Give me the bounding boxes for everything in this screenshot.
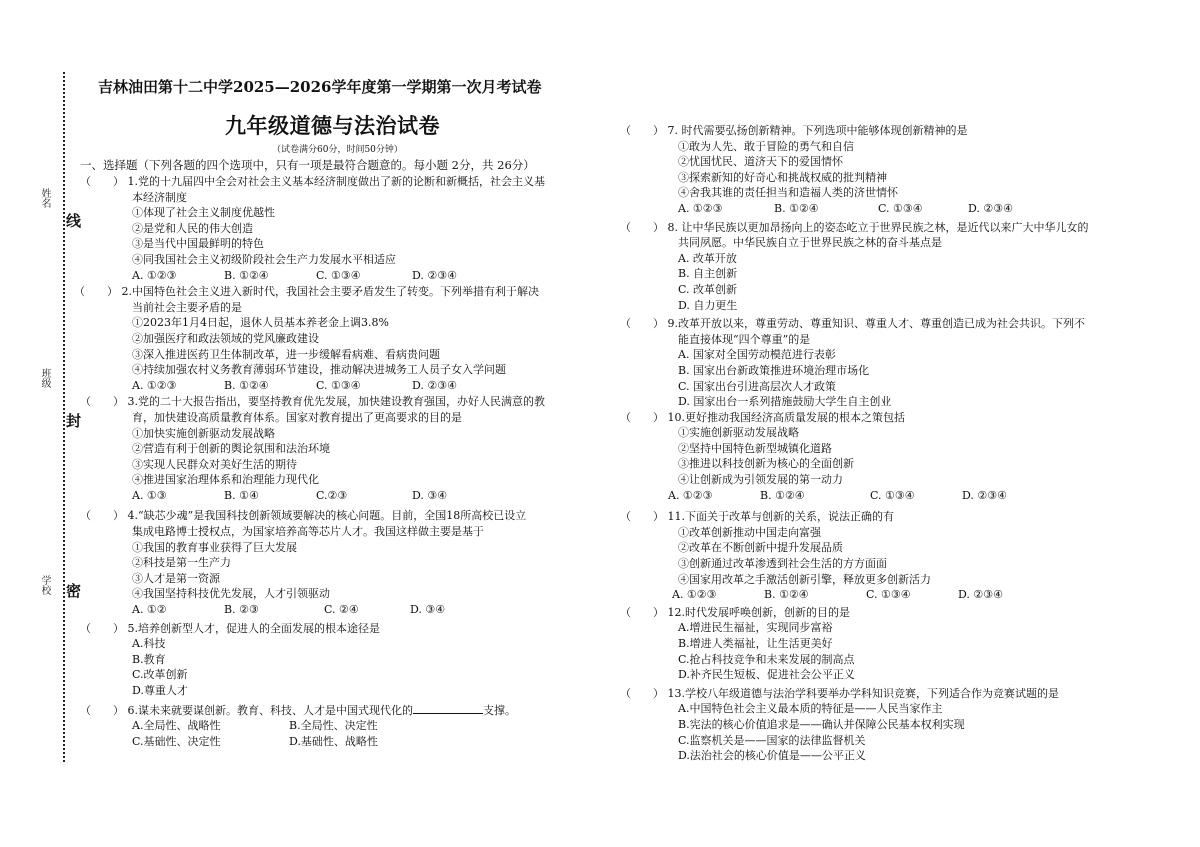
question-text: 6.谋未来就要谋创新。教育、科技、人才是中国式现代化的: [127, 703, 413, 717]
question-13: [620, 686, 1140, 764]
question-text: 12.时代发展呼唤创新，创新的目的是: [667, 605, 850, 619]
statement-item: ③人才是第一资源: [132, 571, 220, 585]
option-d[interactable]: D. 自力更生: [678, 298, 738, 312]
option-b[interactable]: B.全局性、决定性: [289, 719, 378, 733]
option-d[interactable]: D. ②③④: [412, 268, 458, 282]
question-text: 共同夙愿。中华民族自立于世界民族之林的奋斗基点是: [678, 236, 942, 250]
question-1: [80, 174, 600, 283]
seal-mark-secret: 密: [66, 582, 82, 600]
option-b[interactable]: B. ①②④: [764, 588, 809, 602]
option-a[interactable]: A. ①②③: [132, 378, 177, 392]
answer-options: [80, 378, 600, 394]
question-text: 9.改革开放以来，尊重劳动、尊重知识、尊重人才、尊重创造已成为社会共识。下列不: [667, 317, 1085, 331]
option-c[interactable]: C.抢占科技竞争和未来发展的制高点: [678, 652, 855, 666]
fill-blank[interactable]: [413, 703, 483, 714]
option-a[interactable]: A.科技: [132, 637, 166, 651]
answer-bracket: （ ）: [620, 124, 664, 137]
option-b[interactable]: B. 自主创新: [678, 267, 738, 281]
statement-item: ②科技是第一生产力: [132, 556, 231, 570]
option-b[interactable]: B. ①②④: [774, 201, 819, 215]
answer-bracket: （ ）: [620, 220, 664, 234]
statement-item: ①我国的教育事业获得了巨大发展: [132, 540, 297, 554]
option-c[interactable]: C. ①③④: [316, 378, 361, 392]
answer-bracket: （ ）: [80, 175, 124, 188]
option-c[interactable]: C.基础性、决定性: [132, 734, 221, 748]
option-a[interactable]: A. ①②③: [668, 488, 713, 502]
option-d[interactable]: D. ②③④: [412, 378, 458, 392]
question-text: 8. 让中华民族以更加昂扬向上的姿态屹立于世界民族之林，是近代以来广大中华儿女的: [667, 220, 1089, 234]
statement-item: ①改革创新推动中国走向富强: [678, 525, 821, 539]
answer-options: [80, 718, 600, 734]
option-c[interactable]: C. ①③④: [870, 488, 915, 502]
option-d[interactable]: D.基础性、战略性: [289, 734, 378, 748]
school-title: 吉林油田第十二中学2025—2026学年度第一学期第一次月考试卷: [98, 78, 542, 96]
statement-item: ③深入推进医药卫生体制改革，进一步缓解看病难、看病贵问题: [132, 347, 440, 361]
question-text: 4.“缺芯少魂”是我国科技创新领域要解决的核心问题。目前，全国18所高校已设立: [127, 509, 527, 523]
option-b[interactable]: B. ①②④: [760, 488, 805, 502]
option-c[interactable]: C. ②④: [324, 603, 359, 617]
right-column: [620, 123, 1140, 764]
option-c[interactable]: C.改革创新: [132, 668, 188, 682]
option-a[interactable]: A.中国特色社会主义最本质的特征是——人民当家作主: [678, 702, 943, 716]
option-a[interactable]: A. ①③: [132, 488, 167, 502]
question-text: 1.党的十九届四中全会对社会主义基本经济制度做出了新的论断和新概括，社会主义基: [127, 175, 545, 188]
question-text: 13.学校八年级道德与法治学科要举办学科知识竞赛，下列适合作为竞赛试题的是: [667, 686, 1059, 700]
name-label: 姓名: [39, 188, 50, 208]
statement-item: ④同我国社会主义初级阶段社会生产力发展水平相适应: [132, 252, 396, 266]
question-12: [620, 605, 1140, 683]
option-c[interactable]: C. ①③④: [866, 588, 911, 602]
question-3: [80, 394, 600, 503]
question-text: 11.下面关于改革与创新的关系，说法正确的有: [667, 510, 894, 524]
statement-item: ④持续加强农村义务教育薄弱环节建设，推动解决进城务工人员子女入学问题: [132, 363, 506, 377]
answer-bracket: （ ）: [80, 395, 124, 409]
option-c[interactable]: C. ①③④: [878, 201, 923, 215]
option-d[interactable]: D. ③④: [410, 603, 446, 617]
question-text: 支撑。: [483, 703, 516, 717]
question-11: [620, 509, 1140, 603]
option-c[interactable]: C.监察机关是——国家的法律监督机关: [678, 733, 866, 747]
section-heading: 一、选择题（下列各题的四个选项中，只有一项是最符合题意的。每小题 2分，共 26分）: [80, 158, 535, 172]
option-a[interactable]: A.全局性、战略性: [132, 719, 221, 733]
statement-item: ①加快实施创新驱动发展战略: [132, 426, 275, 440]
question-text: 本经济制度: [132, 190, 187, 204]
option-b[interactable]: B. ①②④: [224, 268, 269, 282]
question-text: 集成电路博士授权点，为国家培养高等芯片人才。我国这样做主要是基于: [132, 525, 484, 539]
option-b[interactable]: B. ①②④: [224, 378, 269, 392]
option-d[interactable]: D.补齐民生短板、促进社会公平正义: [678, 668, 855, 682]
question-7: [620, 123, 1140, 217]
option-d[interactable]: D. ②③④: [962, 488, 1008, 502]
statement-item: ④我国坚持科技优先发展，人才引领驱动: [132, 587, 330, 601]
option-a[interactable]: A. 国家对全国劳动模范进行表彰: [678, 348, 836, 362]
answer-options: [620, 201, 1140, 217]
question-text: 育，加快建设高质量教育体系。国家对教育提出了更高要求的目的是: [132, 410, 462, 424]
statement-item: ②坚持中国特色新型城镇化道路: [678, 441, 832, 455]
statement-item: ③创新通过改革渗透到社会生活的方方面面: [678, 557, 887, 571]
statement-item: ②忧国忧民、道济天下的爱国情怀: [678, 155, 843, 169]
statement-item: ①2023年1月4日起，退休人员基本养老金上调3.8%: [132, 316, 389, 330]
option-a[interactable]: A. 改革开放: [678, 251, 737, 265]
statement-item: ②营造有利于创新的舆论氛围和法治环境: [132, 442, 330, 456]
option-a[interactable]: A. ①②③: [678, 201, 723, 215]
question-text: 7. 时代需要弘扬创新精神。下列选项中能够体现创新精神的是: [667, 124, 968, 137]
school-label: 学校: [39, 575, 50, 595]
answer-bracket: （ ）: [80, 509, 124, 523]
answer-bracket: （ ）: [80, 703, 124, 717]
answer-bracket: （ ）: [620, 605, 664, 619]
question-text: 10.更好推动我国经济高质量发展的根本之策包括: [667, 410, 905, 424]
question-4: [80, 508, 600, 617]
question-5: [80, 621, 600, 699]
answer-options: [620, 587, 1140, 603]
seal-mark-seal: 封: [66, 412, 82, 430]
answer-options: [620, 488, 1140, 504]
answer-options: [80, 268, 600, 284]
option-b[interactable]: B.增进人类福祉，让生活更美好: [678, 637, 833, 650]
option-a[interactable]: A. ①②③: [132, 268, 177, 282]
question-text: 3.党的二十大报告指出，要坚持教育优先发展，加快建设教育强国，办好人民满意的教: [127, 395, 545, 409]
statement-item: ②加强医疗和政法领域的党风廉政建设: [132, 331, 319, 345]
question-text: 5.培养创新型人才，促进人的全面发展的根本途径是: [127, 621, 380, 635]
binding-dotted-line: [63, 72, 65, 762]
option-c[interactable]: C. 国家出台引进高层次人才政策: [678, 379, 837, 393]
question-2: [74, 284, 600, 393]
statement-item: ②是党和人民的伟大创造: [132, 221, 253, 235]
option-d[interactable]: D. ③④: [412, 488, 448, 502]
option-d[interactable]: D. ②③④: [958, 588, 1004, 602]
question-6: [80, 703, 600, 750]
statement-item: ④舍我其谁的责任担当和造福人类的济世情怀: [678, 186, 898, 200]
question-text: 能直接体现“四个尊重”的是: [678, 332, 811, 346]
answer-bracket: （ ）: [620, 410, 664, 424]
statement-item: ④推进国家治理体系和治理能力现代化: [132, 473, 319, 487]
option-c[interactable]: C. 改革创新: [678, 282, 738, 296]
option-b[interactable]: B. ①④: [224, 488, 259, 502]
statement-item: ①敢为人先、敢于冒险的勇气和自信: [678, 139, 854, 153]
option-b[interactable]: B.宪法的核心价值追求是——确认并保障公民基本权利实现: [678, 717, 965, 731]
answer-bracket: （ ）: [620, 510, 664, 524]
option-a[interactable]: A. ①②: [132, 603, 167, 617]
statement-item: ①实施创新驱动发展战略: [678, 426, 799, 440]
option-b[interactable]: B. 国家出台新政策推进环境治理市场化: [678, 363, 870, 377]
option-d[interactable]: D. ②③④: [968, 201, 1014, 215]
score-info: （试卷满分60分，时间50分钟）: [272, 145, 403, 155]
statement-item: ③探索新知的好奇心和挑战权威的批判精神: [678, 170, 887, 184]
question-10: [620, 410, 1140, 504]
answer-bracket: （ ）: [620, 686, 664, 700]
statement-item: ①体现了社会主义制度优越性: [132, 206, 275, 220]
option-a[interactable]: A. ①②③: [672, 588, 717, 602]
statement-item: ④让创新成为引领发展的第一动力: [678, 473, 843, 487]
statement-item: ③是当代中国最鲜明的特色: [132, 237, 264, 251]
option-d[interactable]: D.尊重人才: [132, 684, 188, 697]
left-column: [74, 174, 600, 749]
option-c[interactable]: C.②③: [316, 488, 348, 502]
statement-item: ④国家用改革之手激活创新引擎，释放更多创新活力: [678, 572, 931, 586]
question-8: [620, 220, 1140, 314]
answer-bracket: （ ）: [80, 621, 124, 635]
answer-options: [80, 488, 600, 504]
answer-bracket: （ ）: [620, 317, 664, 331]
question-text: 2.中国特色社会主义进入新时代，我国社会主要矛盾发生了转变。下列举措有利于解决: [121, 285, 539, 299]
option-b[interactable]: B. ②③: [224, 603, 259, 617]
option-d[interactable]: D.法治社会的核心价值是——公平正义: [678, 749, 866, 763]
exam-title: 九年级道德与法治试卷: [225, 113, 440, 138]
class-label: 班级: [39, 368, 50, 388]
statement-item: ②改革在不断创新中提升发展品质: [678, 541, 843, 555]
seal-mark-line: 线: [66, 212, 82, 230]
statement-item: ③实现人民群众对美好生活的期待: [132, 457, 297, 471]
option-b[interactable]: B.教育: [132, 652, 166, 666]
answer-bracket: （ ）: [74, 285, 118, 299]
option-d[interactable]: D. 国家出台一系列措施鼓励大学生自主创业: [678, 395, 892, 409]
answer-options: [80, 734, 600, 750]
option-c[interactable]: C. ①③④: [316, 268, 361, 282]
statement-item: ③推进以科技创新为核心的全面创新: [678, 457, 854, 471]
answer-options: [80, 602, 600, 618]
option-a[interactable]: A.增进民生福祉，实现同步富裕: [678, 621, 833, 635]
question-9: [620, 316, 1140, 410]
question-text: 当前社会主要矛盾的是: [132, 300, 242, 314]
